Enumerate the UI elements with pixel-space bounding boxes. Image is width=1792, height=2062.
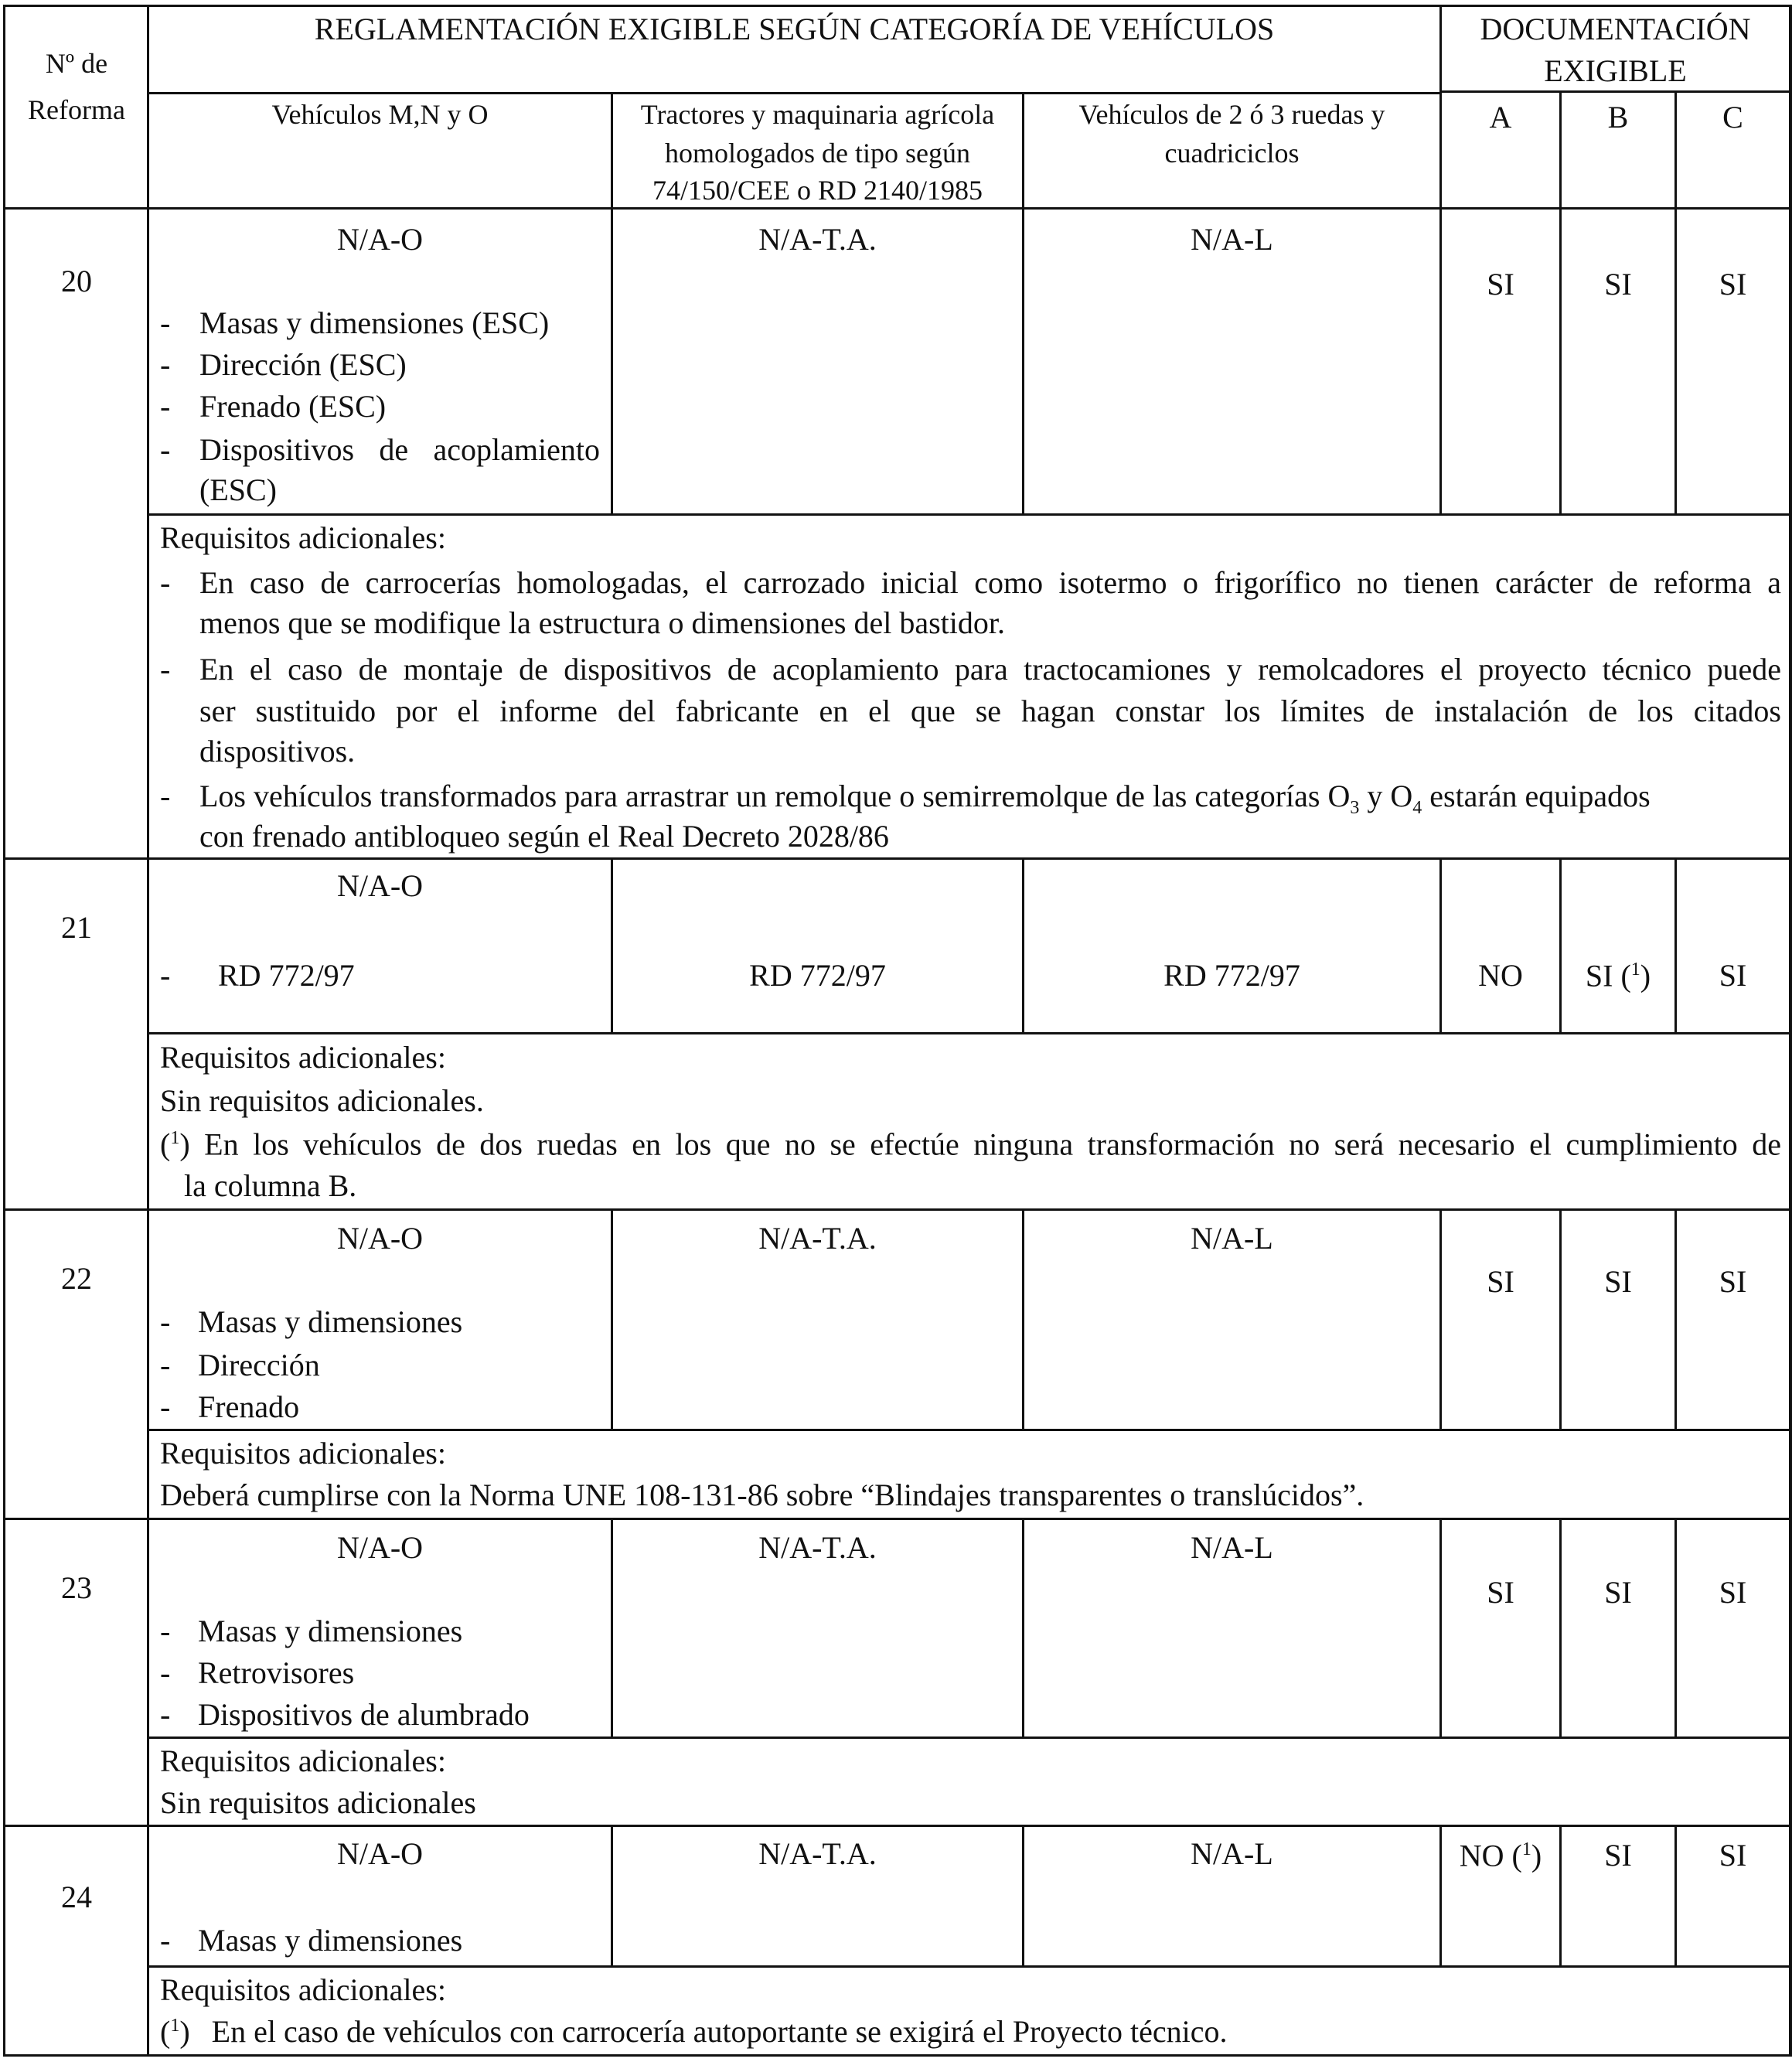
- additional-requirements-title: Requisitos adicionales:: [160, 1972, 446, 2007]
- list-item: (ESC): [199, 472, 277, 507]
- additional-requirements-title: Requisitos adicionales:: [160, 520, 446, 555]
- row-col-line: [1674, 860, 1677, 1034]
- column-header-b: B: [1607, 100, 1629, 135]
- doc-b-close: ): [1640, 958, 1651, 994]
- moto-requirement: N/A-L: [1191, 1530, 1273, 1565]
- list-item: Dispositivos de alumbrado: [198, 1697, 530, 1732]
- column-header-moto-line2: cuadriciclos: [1164, 138, 1300, 169]
- doc-c-value: SI: [1719, 267, 1747, 302]
- row-divider: [3, 1825, 1792, 1827]
- footnote-text: [160, 1126, 1781, 1162]
- mno-requirement-head: N/A-O: [336, 1836, 424, 1871]
- footnote-open: (: [160, 1126, 171, 1162]
- doc-title-line2: EXIGIBLE: [1544, 53, 1687, 88]
- row-divider: [147, 1737, 1792, 1739]
- additional-requirements-title: Requisitos adicionales:: [160, 1743, 446, 1778]
- requirement-text: y O: [1359, 779, 1413, 813]
- doc-b-value: SI: [1604, 1838, 1632, 1873]
- list-item: Masas y dimensiones: [198, 1304, 463, 1339]
- row-col-line: [1439, 210, 1442, 515]
- row-col-line: [1559, 1520, 1562, 1738]
- table-border-bottom: [3, 2054, 1792, 2057]
- doc-a-close: ): [1531, 1838, 1542, 1873]
- requirement-text: En el caso de montaje de dispositivos de acoplamiento para tractocamiones y remolcadores el proyecto técnico puede: [199, 652, 1781, 687]
- requirement-text: Sin requisitos adicionales: [160, 1785, 476, 1820]
- header-divider-1: [1439, 90, 1792, 93]
- list-item: Frenado: [198, 1389, 300, 1424]
- additional-requirements-title: Requisitos adicionales:: [160, 1040, 446, 1075]
- list-bullet: -: [160, 389, 171, 424]
- row-col-line: [1022, 210, 1024, 515]
- list-bullet: -: [160, 305, 171, 340]
- footnote-open: (: [160, 2014, 171, 2050]
- column-header-tractor-line1: Tractores y maquinaria agrícola: [640, 99, 995, 130]
- list-item: Masas y dimensiones: [198, 1923, 463, 1958]
- row-col-line: [1439, 860, 1442, 1034]
- row-divider: [147, 1965, 1792, 1968]
- list-bullet: -: [160, 779, 171, 813]
- reform-number: 20: [61, 264, 92, 298]
- row-col-line: [1559, 1211, 1562, 1430]
- footnote-ref: 1: [170, 2016, 180, 2036]
- row-col-line: [1439, 1520, 1442, 1738]
- tractor-requirement: N/A-T.A.: [758, 1836, 877, 1871]
- row-divider: [147, 1032, 1792, 1034]
- reform-number: 23: [61, 1570, 92, 1605]
- row-divider: [147, 1429, 1792, 1431]
- subscript: 3: [1350, 798, 1360, 818]
- column-header-c: C: [1722, 100, 1743, 135]
- list-bullet: -: [160, 1304, 171, 1339]
- mno-requirement-head: N/A-O: [336, 1221, 424, 1256]
- doc-a-text: NO (: [1459, 1838, 1522, 1873]
- requirement-text: Deberá cumplirse con la Norma UNE 108-131-86 sobre “Blindajes transparentes o translúcidos”.: [160, 1477, 1364, 1512]
- doc-c-value: SI: [1719, 958, 1747, 993]
- list-bullet: -: [160, 565, 171, 600]
- mno-requirement-head: N/A-O: [336, 1530, 424, 1565]
- list-bullet: -: [160, 958, 171, 993]
- row-divider: [3, 1208, 1792, 1211]
- list-item: Masas y dimensiones: [198, 1614, 463, 1648]
- doc-c-value: SI: [1719, 1264, 1747, 1299]
- num-header-line2: Reforma: [28, 94, 125, 125]
- requirement-text: dispositivos.: [199, 734, 356, 769]
- footnote-ref: 1: [170, 1128, 180, 1148]
- doc-a-value: SI: [1487, 1264, 1514, 1299]
- doc-a-value: NO: [1478, 958, 1523, 993]
- row-divider: [147, 513, 1792, 516]
- requirement-text: ser sustituido por el informe del fabricante en el que se hagan constar los límites de instalación de los citados: [199, 694, 1781, 728]
- moto-requirement: N/A-L: [1191, 1836, 1273, 1871]
- main-title: REGLAMENTACIÓN EXIGIBLE SEGÚN CATEGORÍA DE VEHÍCULOS: [314, 12, 1275, 46]
- doc-c-value: SI: [1719, 1838, 1747, 1873]
- moto-requirement: N/A-L: [1191, 1221, 1273, 1256]
- list-bullet: -: [160, 1389, 171, 1424]
- requirement-text: En caso de carrocerías homologadas, el carrozado inicial como isotermo o frigorífico no tienen carácter de reforma a: [199, 565, 1781, 600]
- divider-num-column: [147, 5, 149, 2057]
- list-bullet: -: [160, 432, 171, 467]
- reform-number: 24: [61, 1880, 92, 1914]
- footnote-text: la columna B.: [184, 1168, 357, 1203]
- footnote-text: [160, 2014, 1228, 2050]
- row-col-line: [1674, 1520, 1677, 1738]
- row-col-line: [611, 210, 613, 515]
- tractor-requirement: N/A-T.A.: [758, 1221, 877, 1256]
- list-item: Frenado (ESC): [199, 389, 387, 424]
- list-bullet: -: [160, 1923, 171, 1958]
- row-col-line: [1439, 1211, 1442, 1430]
- additional-requirements-title: Requisitos adicionales:: [160, 1436, 446, 1471]
- list-bullet: -: [160, 1348, 171, 1382]
- footnote-close: ): [179, 2014, 190, 2050]
- list-bullet: -: [160, 1697, 171, 1732]
- column-header-tractor-line2: homologados de tipo según: [665, 138, 970, 169]
- moto-requirement: N/A-L: [1191, 222, 1273, 257]
- reform-number: 22: [61, 1261, 92, 1296]
- row-col-line: [1559, 860, 1562, 1034]
- row-col-line: [1674, 210, 1677, 515]
- footnote-ref: 1: [1521, 1839, 1531, 1859]
- doc-b-value: SI: [1604, 267, 1632, 302]
- list-item: Dirección (ESC): [199, 347, 407, 382]
- doc-title-line1: DOCUMENTACIÓN: [1480, 12, 1751, 46]
- tractor-requirement: N/A-T.A.: [758, 222, 877, 257]
- row-col-line: [1674, 1211, 1677, 1430]
- list-bullet: -: [160, 1614, 171, 1648]
- doc-b-text: SI (: [1585, 958, 1631, 994]
- requirement-text: estarán equipados: [1422, 779, 1651, 813]
- list-bullet: -: [160, 1655, 171, 1690]
- row-col-line: [1022, 860, 1024, 1034]
- num-header-line1: Nº de: [45, 48, 108, 79]
- footnote-ref: 1: [1630, 959, 1640, 980]
- tractor-requirement: N/A-T.A.: [758, 1530, 877, 1565]
- footnote-body: En el caso de vehículos con carrocería autoportante se exigirá el Proyecto técnico.: [211, 2014, 1228, 2050]
- requirement-text: menos que se modifique la estructura o dimensiones del bastidor.: [199, 605, 1005, 640]
- header-divider-2: [147, 92, 1439, 94]
- tractor-requirement: RD 772/97: [749, 958, 886, 993]
- footnote-body: ) En los vehículos de dos ruedas en los que no se efectúe ninguna transformación no será necesario el cumplimiento de: [179, 1126, 1781, 1162]
- requirement-text: Los vehículos transformados para arrastrar un remolque o semirremolque de las categorías O: [199, 779, 1351, 813]
- list-bullet: -: [160, 347, 171, 382]
- list-item: Masas y dimensiones (ESC): [199, 305, 550, 340]
- doc-a-value: SI: [1487, 1575, 1514, 1610]
- mno-requirement-head: N/A-O: [336, 868, 424, 903]
- doc-c-value: SI: [1719, 1575, 1747, 1610]
- doc-b-value: SI: [1604, 1575, 1632, 1610]
- doc-b-value: SI: [1604, 1264, 1632, 1299]
- column-header-tractor-line3: 74/150/CEE o RD 2140/1985: [652, 175, 983, 206]
- list-bullet: -: [160, 652, 171, 687]
- table-border-right: [1789, 5, 1792, 2057]
- doc-b-value: [1562, 958, 1674, 994]
- row-divider: [3, 857, 1792, 860]
- mno-requirement-head: N/A-O: [336, 222, 424, 257]
- table-border-left: [3, 5, 5, 2057]
- list-item: Dispositivos de acoplamiento: [199, 432, 600, 467]
- requirement-text: con frenado antibloqueo según el Real Decreto 2028/86: [199, 819, 889, 854]
- doc-a-value: SI: [1487, 267, 1514, 302]
- list-item: Retrovisores: [198, 1655, 355, 1690]
- reform-number: 21: [61, 910, 92, 945]
- subscript: 4: [1412, 798, 1422, 818]
- requirement-text-with-subscripts: [199, 781, 1651, 817]
- list-item: Dirección: [198, 1348, 320, 1382]
- column-header-a: A: [1489, 100, 1512, 135]
- row-divider: [3, 1518, 1792, 1520]
- moto-requirement: RD 772/97: [1163, 958, 1300, 993]
- row-col-line: [1559, 210, 1562, 515]
- doc-a-value: [1442, 1840, 1559, 1871]
- row-col-line: [611, 860, 613, 1034]
- list-item: RD 772/97: [218, 958, 355, 993]
- table-border-top: [3, 5, 1792, 7]
- requirement-text: Sin requisitos adicionales.: [160, 1083, 484, 1118]
- column-header-moto-line1: Vehículos de 2 ó 3 ruedas y: [1078, 99, 1385, 130]
- column-header-mno: Vehículos M,N y O: [271, 99, 489, 130]
- header-bottom: [3, 207, 1792, 210]
